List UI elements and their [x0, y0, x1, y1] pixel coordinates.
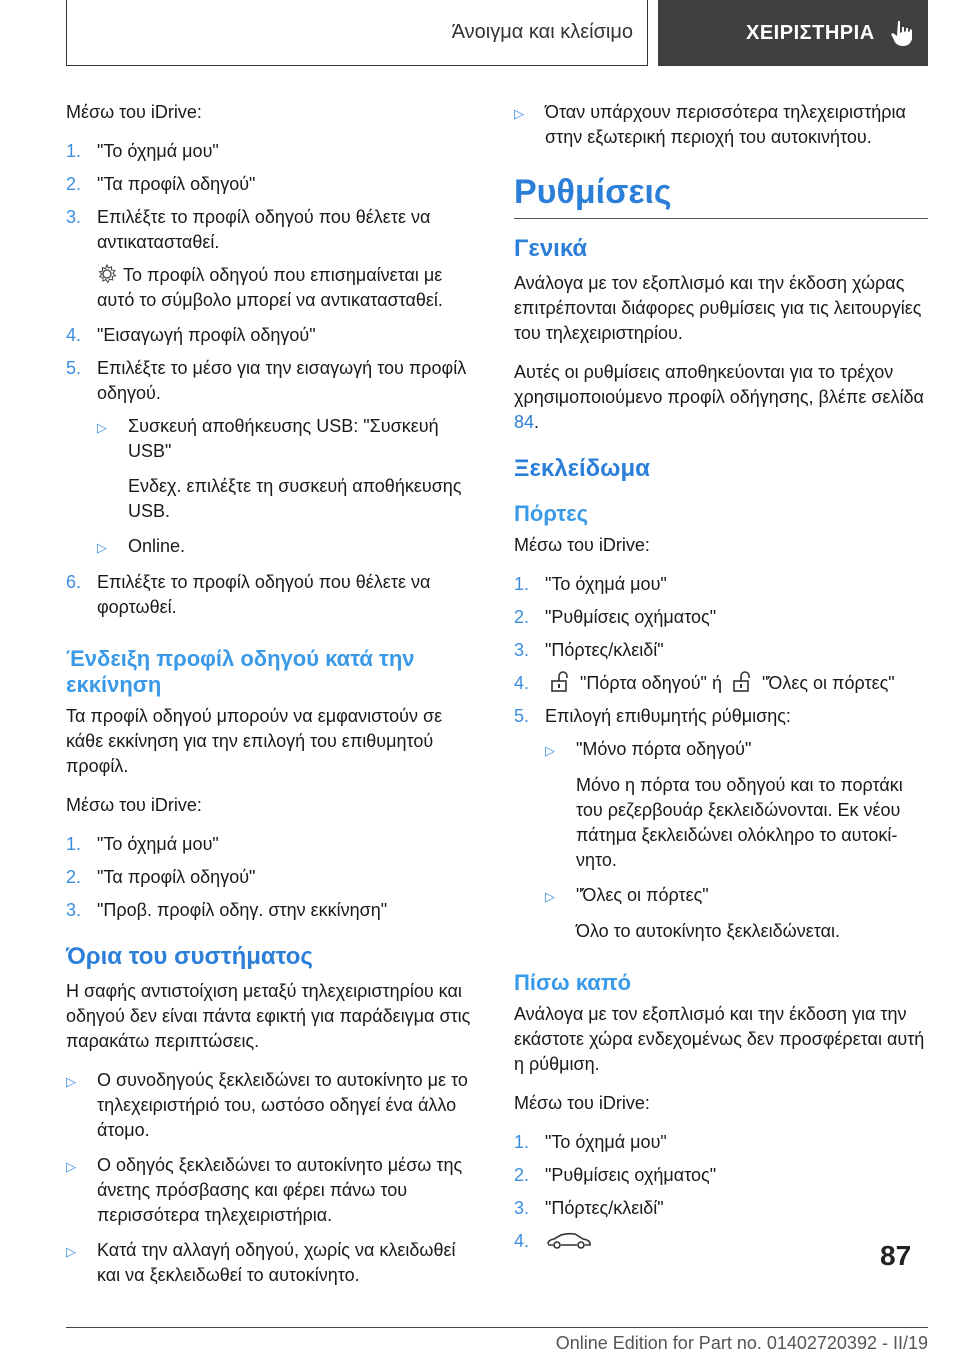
- section-heading: Γενικά: [514, 235, 588, 262]
- list-item: [66, 865, 480, 890]
- lock-icon: [549, 671, 571, 693]
- steps-list: [66, 832, 480, 923]
- step-number: 1.: [66, 834, 82, 854]
- paragraph: Τα προφίλ οδηγού μπορούν να εμφανιστούν σε κάθε εκκίνηση για την επιλογή του επιθυμητού προφίλ.: [66, 706, 443, 776]
- step-number: 4.: [514, 673, 530, 693]
- header-chapter-box: [658, 0, 928, 66]
- bullet-item: [66, 1238, 480, 1288]
- step-number: 1.: [514, 574, 530, 594]
- step-text: Επιλέξτε το προφίλ οδηγού που θέλετε να αντικατασταθεί.: [97, 207, 431, 252]
- steps-list: [66, 139, 480, 620]
- usb-note: Ενδεχ. επιλέξτε τη συσκευή αποθήκευσης USB.: [128, 476, 462, 521]
- step-text: "Το όχημά μου": [97, 834, 219, 854]
- paragraph: [514, 360, 928, 435]
- step-number: 2.: [514, 607, 530, 627]
- step-text: Επιλογή επιθυμητής ρύθμισης:: [545, 706, 791, 726]
- bullet-text: Ο συνοδηγούς ξεκλειδώνει το αυτοκίνητο με το τηλεχειριστήριό του, ωστόσο οδηγεί ένα άλλο άτομο.: [97, 1070, 468, 1140]
- step-number: 3.: [66, 900, 82, 920]
- bullet-triangle-icon: ▷: [545, 889, 555, 904]
- footer-edition: Online Edition for Part no. 01402720392 - II/19: [555, 1333, 928, 1353]
- list-item: [514, 671, 928, 696]
- subsection-heading: Πίσω καπό: [514, 970, 632, 995]
- bullet-triangle-icon: ▷: [97, 420, 107, 435]
- step-text: "Τα προφίλ οδηγού": [97, 174, 256, 194]
- step-text: "Πόρτες/κλειδί": [545, 640, 664, 660]
- step-text: [545, 671, 928, 696]
- paragraph: Ανάλογα με τον εξοπλισμό και την έκδοση για την εκάστοτε χώρα ενδεχομένως δεν προσφέρεται αυτή η ρύθμιση.: [514, 1004, 925, 1074]
- gear-icon: [97, 264, 117, 284]
- bullet-triangle-icon: ▷: [66, 1159, 76, 1174]
- header-section-title: Άνοιγμα και κλείσιμο: [451, 21, 633, 43]
- step-text: "Το όχημά μου": [545, 574, 667, 594]
- step-number: 3.: [66, 207, 82, 227]
- step-number: 2.: [66, 174, 82, 194]
- step-number: 5.: [514, 706, 530, 726]
- bullet-triangle-icon: ▷: [66, 1074, 76, 1089]
- list-item: [66, 205, 480, 255]
- step-text: "Ρυθμίσεις οχήματος": [545, 607, 717, 627]
- step-text: "Προβ. προφίλ οδηγ. στην εκκίνηση": [97, 900, 388, 920]
- chapter-heading: Ρυθμίσεις: [514, 173, 672, 211]
- list-item: [514, 1229, 928, 1254]
- section-heading: Όρια του συστήματος: [66, 943, 313, 970]
- paragraph: Η σαφής αντιστοίχιση μεταξύ τηλεχειριστηρίου και οδηγού δεν είναι πάντα εφικτή για παράδειγμα στις παρακάτω περιπτώσεις.: [66, 981, 471, 1051]
- step-text: Επιλέξτε το προφίλ οδηγού που θέλετε να φορτωθεί.: [97, 572, 431, 617]
- list-item: [66, 570, 480, 620]
- step-text: "Τα προφίλ οδηγού": [97, 867, 256, 887]
- step-number: 4.: [514, 1231, 530, 1251]
- replace-note-text: Το προφίλ οδηγού που επισημαίνεται με αυτό το σύμβολο μπορεί να αντικατασταθεί.: [97, 265, 443, 310]
- lock-icon: [731, 671, 753, 693]
- list-item: [514, 704, 928, 729]
- bullet-item: [97, 534, 480, 560]
- bullet-text: "Μόνο πόρτα οδηγού": [576, 739, 752, 759]
- list-item: [66, 898, 480, 923]
- step-number: 3.: [514, 640, 530, 660]
- replace-note: [97, 263, 480, 313]
- header-chapter-title: ΧΕΙΡΙΣΤΗΡΙΑ: [746, 21, 875, 44]
- bullet-item: [66, 1153, 480, 1228]
- list-item: [66, 172, 480, 197]
- step-text: [545, 1229, 928, 1254]
- step-number: 5.: [66, 358, 82, 378]
- idrive-intro: Μέσω του iDrive:: [514, 1093, 650, 1113]
- option-note: Μόνο η πόρτα του οδηγού και το πορτάκι του ρεζερβουάρ ξεκλειδώνονται. Εκ νέου πάτημα ξεκλειδώνει ολόκληρο το αυτοκίνητο.: [576, 775, 903, 870]
- bullet-text: Συσκευή αποθήκευσης USB: "Συσκευή USB": [128, 416, 439, 461]
- page-number: 87: [880, 1240, 912, 1271]
- hand-icon: [889, 19, 915, 47]
- car-icon: [545, 1230, 593, 1250]
- footer-rule: [66, 1327, 928, 1328]
- list-item: [514, 1196, 928, 1221]
- paragraph: Ανάλογα με τον εξοπλισμό και την έκδοση χώρας επιτρέπονται διάφορες ρυθμίσεις για τις λειτουργίες του τηλεχειριστηρίου.: [514, 273, 922, 343]
- list-item: [514, 1130, 928, 1155]
- page-link[interactable]: 84: [514, 412, 535, 432]
- paragraph-text: .: [534, 412, 540, 432]
- idrive-intro: Μέσω του iDrive:: [66, 102, 202, 122]
- step-number: 1.: [66, 141, 82, 161]
- list-item: [514, 638, 928, 663]
- bullet-triangle-icon: ▷: [66, 1244, 76, 1259]
- steps-list: [514, 572, 928, 944]
- bullet-triangle-icon: ▷: [97, 540, 107, 555]
- step-number: 1.: [514, 1132, 530, 1152]
- bullet-triangle-icon: ▷: [514, 106, 524, 121]
- list-item: [66, 832, 480, 857]
- step-text: "Το όχημά μου": [545, 1132, 667, 1152]
- idrive-intro: Μέσω του iDrive:: [66, 795, 202, 815]
- step-text: "Το όχημά μου": [97, 141, 219, 161]
- list-item: [514, 605, 928, 630]
- bullet-triangle-icon: ▷: [545, 743, 555, 758]
- header-section-box: [66, 0, 648, 66]
- bullet-text: Ο οδηγός ξεκλειδώνει το αυτοκίνητο μέσω της άνετης πρόσβασης και φέρει πάνω του περισσότερα τηλεχειριστήρια.: [97, 1155, 463, 1225]
- step-text: "Πόρτες/κλειδί": [545, 1198, 664, 1218]
- bullet-item: [514, 100, 928, 150]
- step-number: 2.: [514, 1165, 530, 1185]
- bullet-text: Κατά την αλλαγή οδηγού, χωρίς να κλειδωθεί και να ξεκλειδωθεί το αυτοκίνητο.: [97, 1240, 456, 1285]
- right-column: [514, 100, 928, 1268]
- list-item: [66, 356, 480, 406]
- steps-list: [514, 1130, 928, 1254]
- bullet-text: "Όλες οι πόρτες": [576, 885, 709, 905]
- list-item: [514, 572, 928, 597]
- media-options: [97, 414, 480, 560]
- bullet-item: [545, 883, 928, 909]
- bullet-item: [66, 1068, 480, 1143]
- bullet-text: Online.: [128, 536, 186, 556]
- heading-rule: [514, 218, 928, 219]
- list-item: [66, 323, 480, 348]
- step-text: "Ρυθμίσεις οχήματος": [545, 1165, 717, 1185]
- bullet-item: [545, 737, 928, 763]
- bullet-item: [97, 414, 480, 464]
- step-number: 3.: [514, 1198, 530, 1218]
- step-text-part: "Όλες οι πόρτες": [762, 673, 895, 693]
- section-heading: Ξεκλείδωμα: [514, 455, 650, 482]
- option-note: Όλο το αυτοκίνητο ξεκλειδώνεται.: [576, 921, 841, 941]
- idrive-intro: Μέσω του iDrive:: [514, 535, 650, 555]
- step-text-part: "Πόρτα οδηγού" ή: [580, 673, 722, 693]
- step-number: 4.: [66, 325, 82, 345]
- step-number: 2.: [66, 867, 82, 887]
- section-heading: Ένδειξη προφίλ οδηγού κατά την εκκίνηση: [66, 646, 415, 697]
- subsection-heading: Πόρτες: [514, 501, 589, 526]
- list-item: [514, 1163, 928, 1188]
- step-number: 6.: [66, 572, 82, 592]
- list-item: [66, 139, 480, 164]
- step-text: Επιλέξτε το μέσο για την εισαγωγή του προφίλ οδηγού.: [97, 358, 467, 403]
- bullet-text: Όταν υπάρχουν περισσότερα τηλεχειριστήρια στην εξωτερική περιοχή του αυτοκινήτου.: [545, 102, 906, 147]
- step-text: "Εισαγωγή προφίλ οδηγού": [97, 325, 316, 345]
- paragraph-text: Αυτές οι ρυθμίσεις αποθηκεύονται για το τρέχον χρησιμοποιούμενο προφίλ οδήγησης, βλέπε σελίδα: [514, 362, 924, 407]
- unlock-options: [545, 737, 928, 944]
- left-column: [66, 100, 480, 1298]
